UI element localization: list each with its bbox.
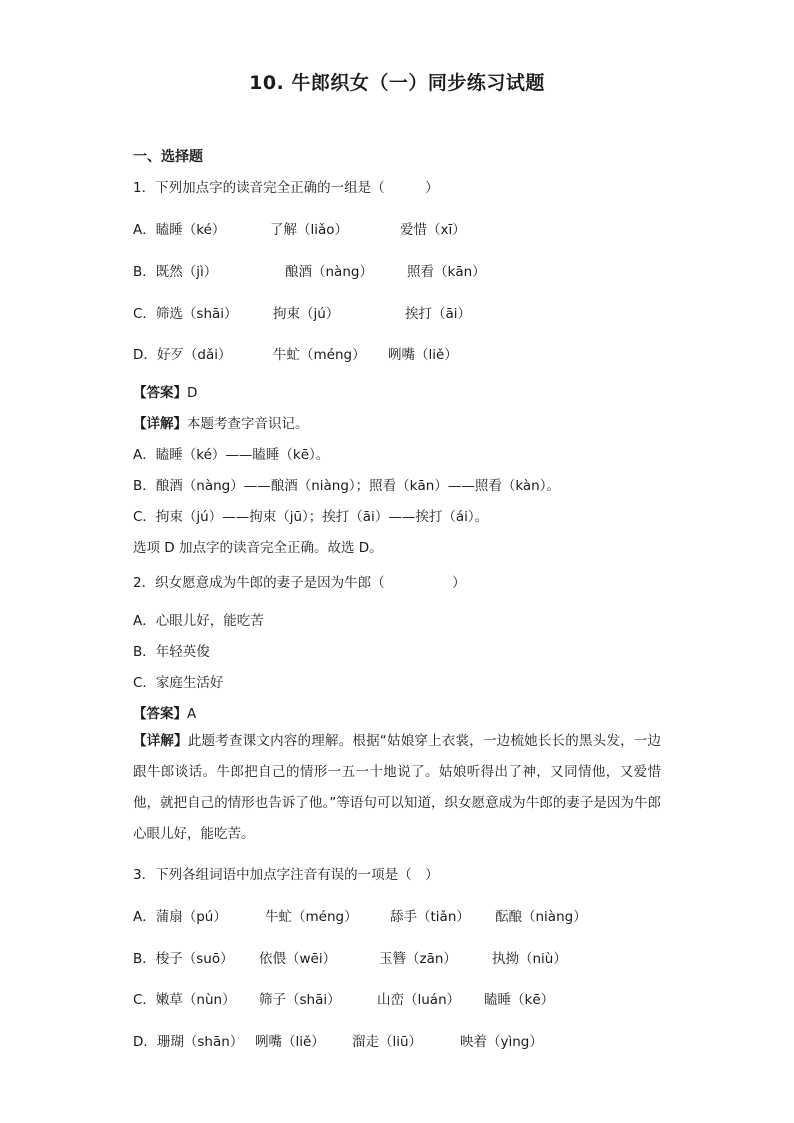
question-3-stem: 3．下列各组词语中加点字注音有误的一项是（ ） xyxy=(133,867,439,883)
q3-option-a-word-3: 舔手（tiǎn） xyxy=(390,909,470,925)
q3-option-a-word-4: 酝酿（niàng） xyxy=(495,909,587,925)
question-1-stem: 1．下列加点字的读音完全正确的一组是（ ） xyxy=(133,180,439,196)
detail-text: 此题考查课文内容的理解。根据“姑娘穿上衣裳，一边梳她长长的黑头发，一边跟牛郎谈话。牛郎把自己的情形一五一十地说了。姑娘听得出了神，又同情他，又爱惜他，就把自己的情形也告诉了他。”等语句可以知道，织女愿意成为牛郎的妻子是因为牛郎心眼儿好，能吃苦。 xyxy=(133,733,661,842)
q2-option-c: C．家庭生活好 xyxy=(133,675,224,691)
question-2-stem: 2．织女愿意成为牛郎的妻子是因为牛郎（ ） xyxy=(133,575,466,591)
q1-option-b-word-3: 照看（kān） xyxy=(407,264,486,280)
q3-option-b-word-1: B．梭子（suō） xyxy=(133,951,234,967)
section-heading: 一、选择题 xyxy=(133,149,203,165)
q3-option-b-word-4: 执拗（niù） xyxy=(492,951,567,967)
q3-option-d-word-2: 咧嘴（liě） xyxy=(255,1034,325,1050)
q1-conclusion: 选项 D 加点字的读音完全正确。故选 D。 xyxy=(133,540,383,556)
q2-detail xyxy=(133,726,661,850)
q1-option-a-word-3: 爱惜（xī） xyxy=(400,222,466,238)
q3-option-d-word-3: 溜走（liū） xyxy=(352,1034,423,1050)
q3-option-c-word-4: 瞌睡（kē） xyxy=(484,992,555,1008)
q3-option-c-word-3: 山峦（luán） xyxy=(377,992,461,1008)
q1-detail-line-b: B．酿酒（nàng）——酿酒（niàng）；照看（kān）——照看（kàn）。 xyxy=(133,478,560,494)
q1-detail-line-c: C．拘束（jú）——拘束（jū）；挨打（āi）——挨打（ái）。 xyxy=(133,509,489,525)
q1-option-d-word-1: D．好歹（dǎi） xyxy=(133,347,232,363)
detail-label: 【详解】 xyxy=(133,416,187,432)
q1-option-d-word-2: 牛虻（méng） xyxy=(273,347,366,363)
q2-answer xyxy=(133,702,196,722)
q1-option-a-word-1: A．瞌睡（ké） xyxy=(133,222,226,238)
q3-option-c-word-2: 筛子（shāi） xyxy=(259,992,341,1008)
q3-option-c-word-1: C．嫩草（nùn） xyxy=(133,992,236,1008)
q1-option-c-word-1: C．筛选（shāi） xyxy=(133,306,238,322)
q3-option-d-word-1: D．珊瑚（shān） xyxy=(133,1034,244,1050)
q1-option-c-word-3: 挨打（āi） xyxy=(405,306,472,322)
q3-option-d-word-4: 映着（yìng） xyxy=(460,1034,543,1050)
q1-option-b-word-2: 酿酒（nàng） xyxy=(285,264,373,280)
answer-value: A xyxy=(187,706,197,722)
page-title: 10. 牛郎织女（一）同步练习试题 xyxy=(249,72,545,94)
q1-detail xyxy=(133,412,309,432)
q1-answer xyxy=(133,381,197,401)
q1-option-a-word-2: 了解（liǎo） xyxy=(270,222,349,238)
q3-option-a-word-1: A．蒲扇（pú） xyxy=(133,909,227,925)
answer-label: 【答案】 xyxy=(133,706,187,722)
q1-detail-line-a: A．瞌睡（ké）——瞌睡（kē）。 xyxy=(133,447,330,463)
answer-label: 【答案】 xyxy=(133,385,187,401)
detail-label: 【详解】 xyxy=(133,733,188,749)
answer-value: D xyxy=(187,385,198,401)
q1-option-d-word-3: 咧嘴（liě） xyxy=(388,347,458,363)
q2-option-a: A．心眼儿好，能吃苦 xyxy=(133,613,264,629)
q3-option-a-word-2: 牛虻（méng） xyxy=(265,909,358,925)
detail-text: 本题考查字音识记。 xyxy=(187,416,309,432)
q3-option-b-word-2: 依偎（wēi） xyxy=(259,951,337,967)
q1-option-c-word-2: 拘束（jú） xyxy=(273,306,340,322)
q1-option-b-word-1: B．既然（jì） xyxy=(133,264,218,280)
q2-option-b: B．年轻英俊 xyxy=(133,644,210,660)
q3-option-b-word-3: 玉簪（zān） xyxy=(379,951,457,967)
